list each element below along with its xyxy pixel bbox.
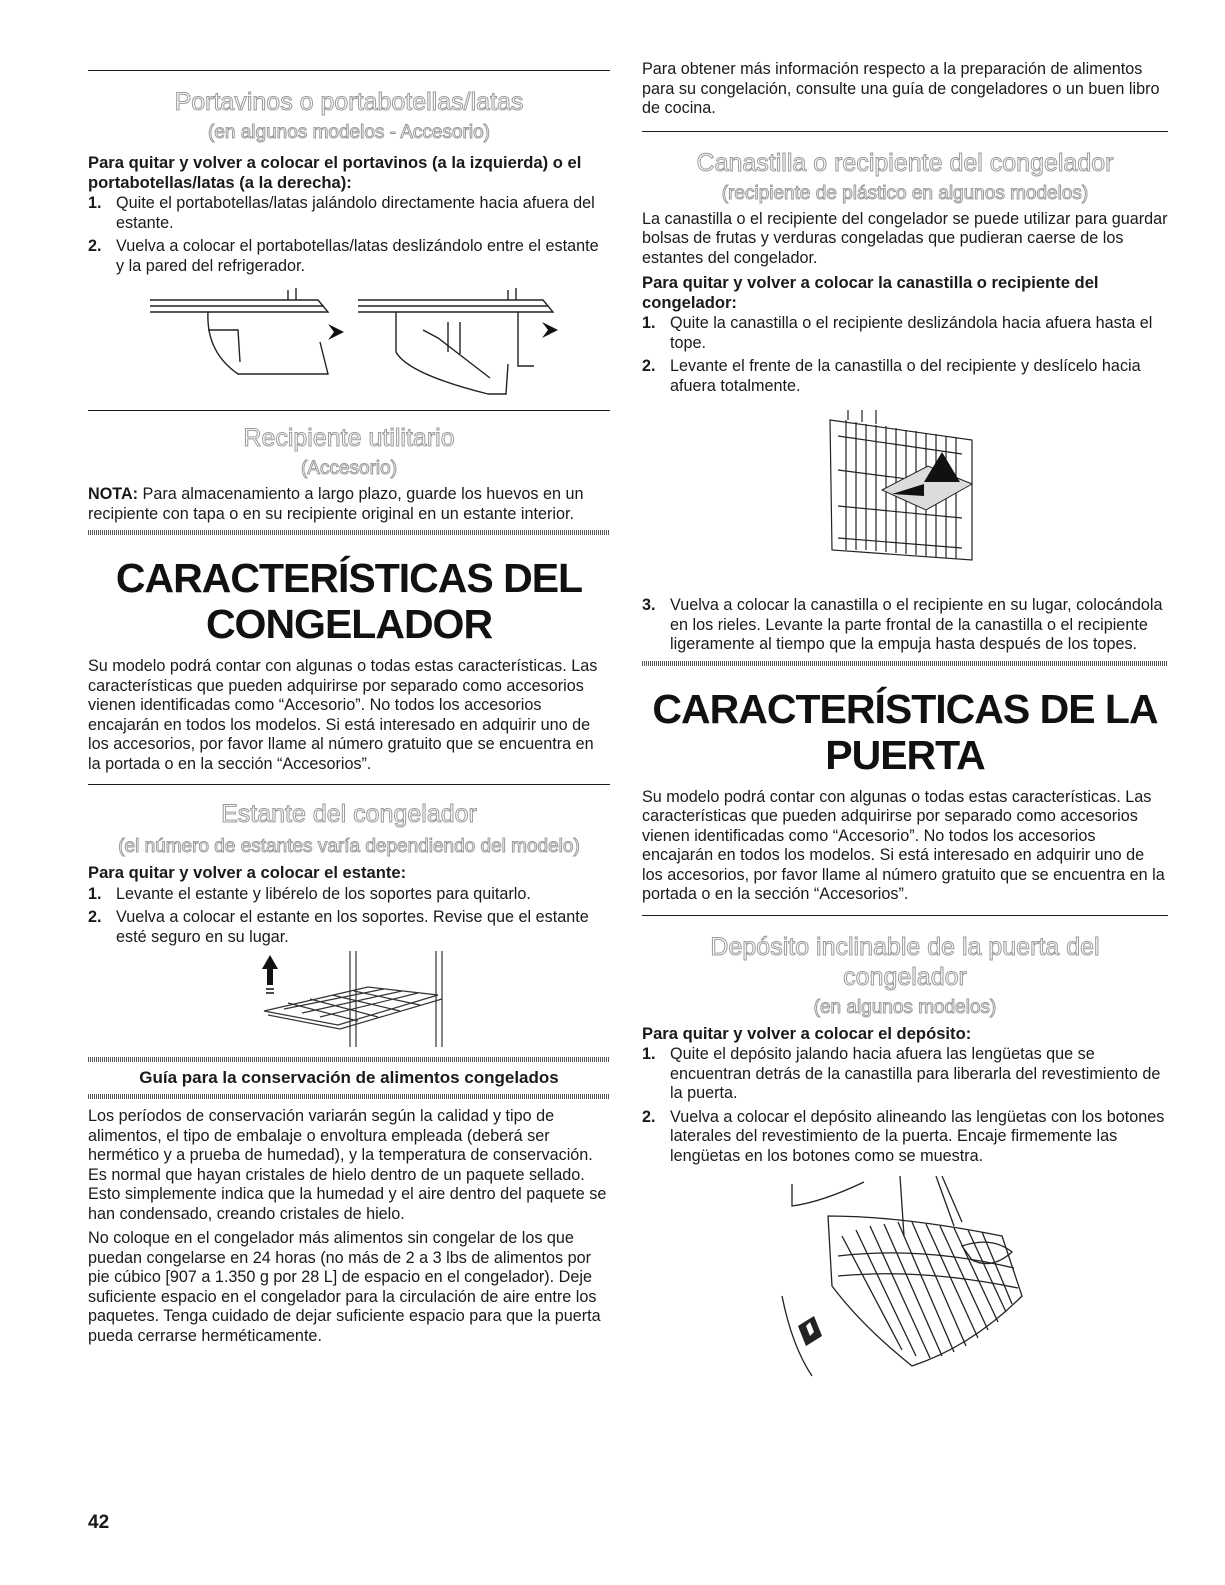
list-item: 2. Vuelva a colocar el estante en los soportes. Revise que el estante esté seguro en su lugar. xyxy=(88,908,589,946)
freezer-basket-step-3 xyxy=(642,596,1168,655)
tilt-bin-title-line2: congelador xyxy=(843,962,967,991)
list-item: 1. Quite el portabotellas/latas jalándolo directamente hacia afuera del estante. xyxy=(88,194,595,232)
utility-bin-note: NOTA: Para almacenamiento a largo plazo, guarde los huevos en un recipiente con tapa o en su recipiente original en un estante interior. xyxy=(88,485,584,523)
tilt-bin-illustration xyxy=(642,1176,1168,1386)
section-divider xyxy=(642,661,1168,666)
wine-rack-title: Portavinos o portabotellas/latas xyxy=(174,88,524,116)
freezer-shelf-subtitle: (el número de estantes varía dependiendo del modelo) xyxy=(118,836,580,857)
freezer-features-heading-line2: CONGELADOR xyxy=(205,601,493,647)
section-divider xyxy=(88,530,610,535)
freezer-basket-subtitle: (recipiente de plástico en algunos modelos) xyxy=(721,182,1089,204)
frozen-food-guide-paragraph-2: No coloque en el congelador más alimentos sin congelar de los que puedan congelarse en 24 horas (no más de 2 a 3 lbs de alimentos por pie cúbico [907 a 1.350 g por 28 L] de espacio en el congelador). Deje suficiente espacio en el congelador para la circulación de aire entre los paquetes. Tenga cuidado de dejar suficiente espacio para que la puerta pueda cerrarse herméticamente. xyxy=(88,1229,601,1345)
tilt-bin-title-line1: Depósito inclinable de la puerta del xyxy=(710,932,1100,961)
right-column xyxy=(642,60,1168,1386)
list-item: 1. Quite el depósito jalando hacia afuera las lengüetas que se encuentran detrás de la canastilla para liberarla del revestimiento de la puerta. xyxy=(642,1045,1161,1102)
tilt-bin-subtitle: (en algunos modelos) xyxy=(813,996,997,1018)
list-item: 2. Vuelva a colocar el portabotellas/latas deslizándolo entre el estante y la pared del refrigerador. xyxy=(88,237,599,275)
more-info-paragraph: Para obtener más información respecto a la preparación de alimentos para su congelación, consulte una guía de congeladores o un buen libro de cocina. xyxy=(642,60,1160,117)
door-features-intro: Su modelo podrá contar con algunas o todas estas características. Las características que pueden adquirirse por separado como accesorios vienen identificadas como “Accesorio”. No todos los accesorios encajarán en todos los modelos. Si está interesado en adquirir uno de los accesorios, por favor llame al número gratuito que se encuentra en la portada o en la sección “Accesorios”. xyxy=(642,787,1165,903)
wine-rack-steps xyxy=(88,194,610,276)
list-item: 2. Levante el frente de la canastilla o del recipiente y deslícelo hacia afuera totalmente. xyxy=(642,357,1141,395)
section-divider xyxy=(88,1094,610,1099)
tilt-bin-steps xyxy=(642,1045,1168,1166)
section-divider xyxy=(88,410,610,411)
section-divider xyxy=(88,1057,610,1062)
freezer-basket-description: La canastilla o el recipiente del congelador se puede utilizar para guardar bolsas de frutas y verduras congeladas que pudieran caerse de los estantes del congelador. xyxy=(642,209,1168,267)
freezer-shelf-instructions: Para quitar y volver a colocar el estante: xyxy=(88,863,407,882)
door-features-heading-line2: PUERTA xyxy=(825,731,985,778)
list-item: 1. Levante el estante y libérelo de los soportes para quitarlo. xyxy=(88,884,531,903)
freezer-basket-steps xyxy=(642,314,1168,396)
freezer-basket-illustration xyxy=(642,410,1168,580)
utility-bin-title: Recipiente utilitario xyxy=(243,424,455,452)
section-divider xyxy=(642,131,1168,132)
door-features-heading-line1: CARACTERÍSTICAS DE LA xyxy=(652,685,1158,732)
frozen-food-guide-paragraph-1: Los períodos de conservación variarán según la calidad y tipo de alimentos, el tipo de embalaje o envoltura empleada (deberá ser hermético y a prueba de humedad), y la temperatura de conservación. Es normal que hayan cristales de hielo dentro de un paquete sellado. Esto simplemente indica que la humedad y el aire dentro del paquete se han condensado, creando cristales de hielo. xyxy=(88,1107,607,1223)
list-item: 1. Quite la canastilla o el recipiente deslizándola hacia afuera hasta el tope. xyxy=(642,314,1153,352)
frozen-food-guide-title: Guía para la conservación de alimentos congelados xyxy=(139,1068,559,1087)
freezer-features-heading-line1: CARACTERÍSTICAS DEL xyxy=(115,555,583,601)
list-item: 3. Vuelva a colocar la canastilla o el recipiente en su lugar, colocándola en los rieles. Levante la parte frontal de la canastilla o el recipiente ligeramente al tiempo que la empuja hasta después de los topes. xyxy=(642,596,1163,653)
list-item: 2. Vuelva a colocar el depósito alineando las lengüetas con los botones laterales del revestimiento de la puerta. Encaje firmemente las lengüetas en los botones como se muestra. xyxy=(642,1107,1165,1165)
wine-rack-illustration xyxy=(88,282,610,402)
left-column xyxy=(88,60,610,1346)
wine-rack-instructions: Para quitar y volver a colocar el portavinos (a la izquierda) o el portabotellas/latas (a la derecha): xyxy=(88,153,582,192)
freezer-basket-title: Canastilla o recipiente del congelador xyxy=(696,148,1114,177)
section-divider xyxy=(88,70,610,71)
freezer-shelf-illustration xyxy=(88,951,610,1051)
freezer-shelf-steps xyxy=(88,885,610,948)
freezer-shelf-title: Estante del congelador xyxy=(221,800,477,828)
utility-bin-subtitle: (Accesorio) xyxy=(300,458,398,479)
page-number: 42 xyxy=(88,1512,110,1533)
freezer-basket-instructions: Para quitar y volver a colocar la canastilla o recipiente del congelador: xyxy=(642,273,1099,312)
section-divider xyxy=(642,915,1168,916)
tilt-bin-instructions: Para quitar y volver a colocar el depósito: xyxy=(642,1023,972,1043)
freezer-features-intro: Su modelo podrá contar con algunas o todas estas características. Las características que pueden adquirirse por separado como accesorios vienen identificadas como “Accesorio”. No todos los accesorios encajarán en todos los modelos. Si está interesado en adquirir uno de los accesorios, por favor llame al número gratuito que se encuentra en la portada o en la sección “Accesorios”. xyxy=(88,657,598,773)
section-divider xyxy=(88,784,610,785)
wine-rack-subtitle: (en algunos modelos - Accesorio) xyxy=(208,122,490,143)
